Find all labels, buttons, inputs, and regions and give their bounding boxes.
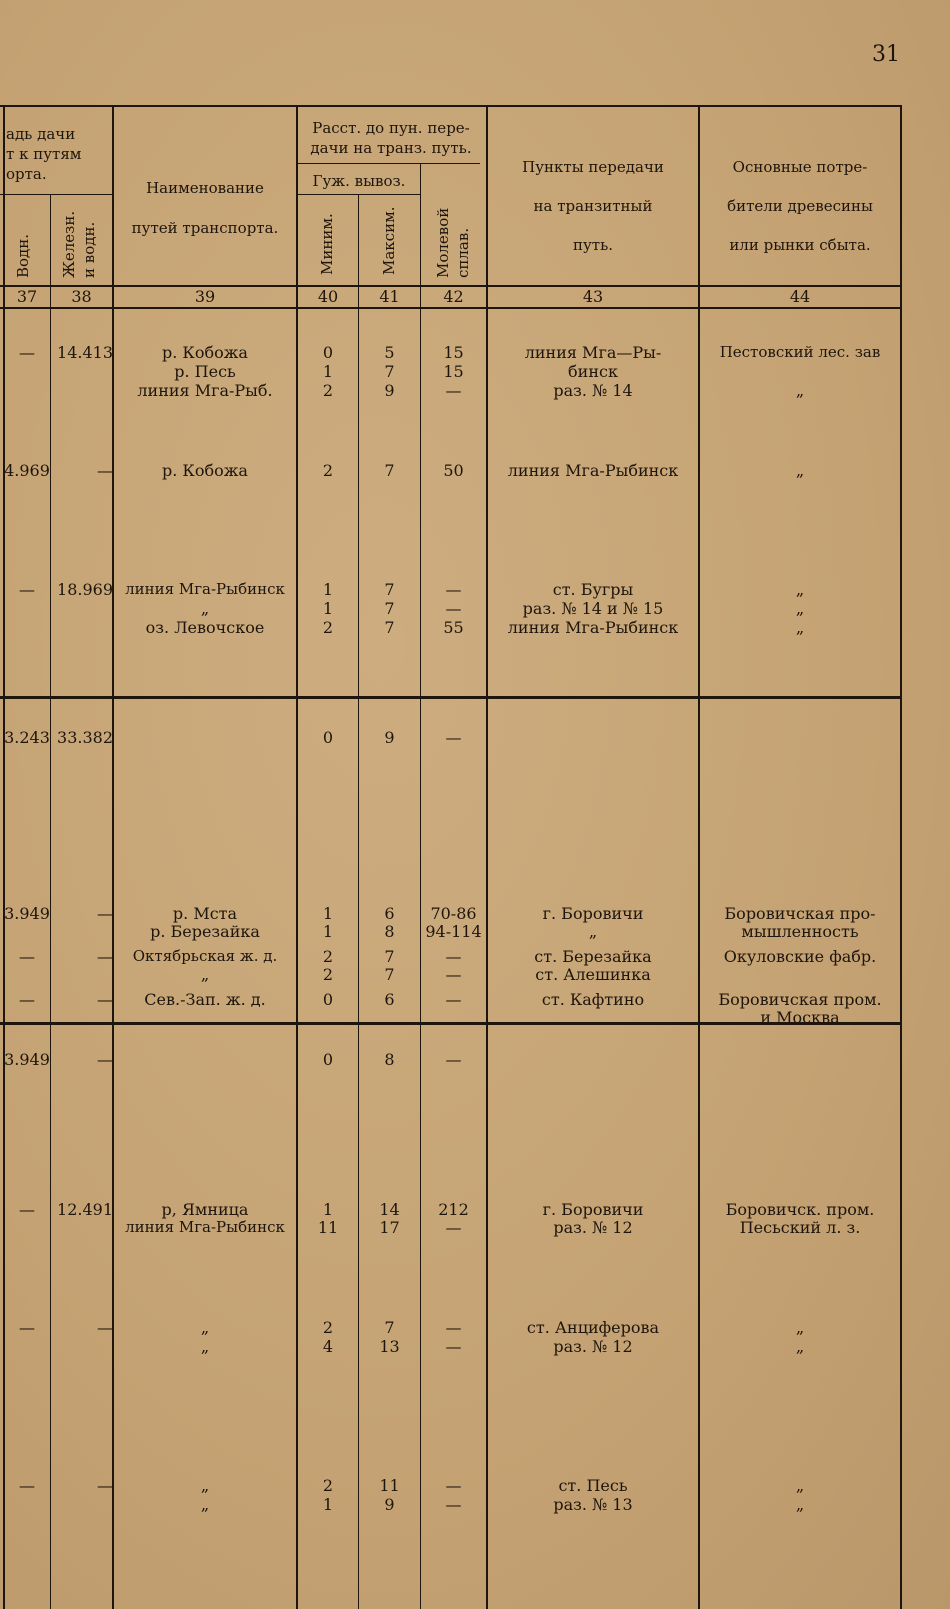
header-points-line: путь. bbox=[572, 236, 614, 254]
cell-min: 0 bbox=[322, 343, 334, 362]
cell-min: 1 bbox=[322, 922, 334, 941]
cell-splav: 15 bbox=[443, 343, 464, 362]
cell-zhel: 18.969 bbox=[57, 580, 113, 599]
header-dist-line: дачи на транз. путь. bbox=[310, 139, 472, 157]
header-consumers bbox=[700, 148, 900, 265]
cell-point: г. Боровичи bbox=[542, 904, 644, 923]
col-rule-8 bbox=[900, 105, 902, 1609]
cell-name: линия Мга-Рыбинск bbox=[125, 1218, 285, 1236]
cell-point: ст. Березайка bbox=[534, 947, 652, 966]
cell-point: раз. № 14 и № 15 bbox=[522, 599, 664, 618]
cell-min: 1 bbox=[322, 362, 334, 381]
cell-vodn: — bbox=[19, 947, 35, 966]
colnum-bottom-rule bbox=[0, 307, 902, 309]
header-sub-rule-left bbox=[0, 194, 112, 195]
cell-name: р. Песь bbox=[174, 362, 236, 381]
cell-max: 6 bbox=[384, 990, 395, 1009]
header-consumers-line: или рынки сбыта. bbox=[729, 236, 871, 254]
cell-name: р. Кобожа bbox=[162, 461, 248, 480]
cell-max: 7 bbox=[384, 1318, 395, 1337]
col-number: 39 bbox=[194, 287, 216, 306]
cell-splav: 15 bbox=[443, 362, 464, 381]
col-rule-6 bbox=[486, 105, 488, 1609]
col-rule-0 bbox=[3, 105, 5, 1609]
cell-cons: Боровичск. пром. bbox=[725, 1200, 875, 1219]
cell-splav: 50 bbox=[443, 461, 464, 480]
header-dist bbox=[298, 118, 484, 158]
cell-vodn: — bbox=[19, 343, 35, 362]
cell-min: 1 bbox=[322, 580, 334, 599]
cell-max: 9 bbox=[384, 1495, 395, 1514]
page-number: 31 bbox=[872, 42, 900, 67]
cell-cons: Песьский л. з. bbox=[739, 1218, 861, 1237]
cell-min: 4 bbox=[322, 1337, 334, 1356]
col-rule-1 bbox=[50, 194, 51, 1609]
cell-max: 7 bbox=[384, 599, 395, 618]
cell-name: р. Березайка bbox=[150, 922, 260, 941]
cell-zhel: — bbox=[97, 1476, 113, 1495]
cell-vodn: — bbox=[19, 1476, 35, 1495]
header-vodn: Водн. bbox=[14, 233, 32, 278]
cell-vodn: 3.949 bbox=[4, 904, 50, 923]
header-consumers-line: бители древесины bbox=[727, 197, 873, 215]
cell-name: линия Мга-Рыб. bbox=[137, 381, 273, 400]
cell-point: ст. Песь bbox=[558, 1476, 628, 1495]
cell-point: ст. Анциферова bbox=[526, 1318, 660, 1337]
col-rule-3 bbox=[296, 105, 298, 1609]
cell-vodn: — bbox=[19, 990, 35, 1009]
cell-min: 1 bbox=[322, 1200, 334, 1219]
cell-min: 1 bbox=[322, 904, 334, 923]
header-splav-1: Молевой bbox=[434, 207, 452, 278]
cell-point: раз. № 14 bbox=[553, 381, 633, 400]
cell-max: 14 bbox=[379, 1200, 400, 1219]
cell-cons: „ bbox=[795, 580, 805, 599]
cell-name: оз. Левочское bbox=[145, 618, 265, 637]
cell-min: 0 bbox=[322, 1050, 334, 1069]
cell-name: Сев.-Зап. ж. д. bbox=[144, 990, 266, 1009]
header-dist-line: Расст. до пун. пере- bbox=[312, 119, 470, 137]
cell-cons: и Москва bbox=[760, 1008, 840, 1027]
header-name-line: путей транспорта. bbox=[131, 219, 279, 237]
cell-name: линия Мга-Рыбинск bbox=[125, 580, 285, 598]
header-area-line: адь дачи bbox=[6, 125, 76, 143]
cell-splav: 94-114 bbox=[425, 922, 482, 941]
header-area bbox=[6, 124, 110, 184]
cell-name: Октябрьская ж. д. bbox=[132, 947, 278, 965]
cell-name: „ bbox=[200, 1318, 210, 1337]
col-number: 38 bbox=[71, 287, 92, 306]
cell-max: 7 bbox=[384, 362, 395, 381]
cell-min: 1 bbox=[322, 1495, 334, 1514]
cell-max: 13 bbox=[379, 1337, 400, 1356]
col-rule-2 bbox=[112, 105, 114, 1609]
cell-zhel: — bbox=[97, 904, 113, 923]
cell-name: „ bbox=[200, 965, 210, 984]
header-name-line: Наименование bbox=[146, 179, 264, 197]
cell-point: ст. Бугры bbox=[552, 580, 634, 599]
col-number: 40 bbox=[317, 287, 339, 306]
cell-min: 2 bbox=[322, 381, 334, 400]
cell-min: 2 bbox=[322, 965, 334, 984]
cell-point: бинск bbox=[568, 362, 618, 381]
header-points-line: Пункты передачи bbox=[522, 158, 664, 176]
cell-cons: „ bbox=[795, 1337, 805, 1356]
cell-max: 8 bbox=[384, 922, 395, 941]
header-points bbox=[488, 148, 698, 265]
cell-vodn: 4.969 bbox=[4, 461, 50, 480]
cell-zhel: — bbox=[97, 1318, 113, 1337]
header-area-line: орта. bbox=[6, 165, 47, 183]
cell-max: 9 bbox=[384, 381, 395, 400]
cell-min: 1 bbox=[322, 599, 334, 618]
cell-cons: Боровичская про- bbox=[724, 904, 876, 923]
cell-name: р, Ямница bbox=[161, 1200, 249, 1219]
cell-point: „ bbox=[588, 922, 598, 941]
cell-cons: Окуловские фабр. bbox=[723, 947, 877, 966]
cell-point: ст. Кафтино bbox=[541, 990, 645, 1009]
cell-point: линия Мга-Рыбинск bbox=[507, 461, 679, 480]
cell-max: 11 bbox=[379, 1476, 400, 1495]
header-consumers-line: Основные потре- bbox=[732, 158, 868, 176]
cell-splav: — bbox=[445, 990, 462, 1009]
cell-splav: 212 bbox=[438, 1200, 469, 1219]
header-splav-2: сплав. bbox=[454, 227, 472, 278]
cell-min: 0 bbox=[322, 728, 334, 747]
cell-splav: — bbox=[445, 580, 462, 599]
header-name bbox=[114, 168, 296, 248]
cell-cons: „ bbox=[795, 1495, 805, 1514]
cell-point: линия Мга—Ры- bbox=[524, 343, 662, 362]
header-guzh: Гуж. вывоз. bbox=[312, 172, 406, 190]
cell-splav: — bbox=[445, 1476, 462, 1495]
col-rule-7 bbox=[698, 105, 700, 1609]
cell-splav: 70-86 bbox=[430, 904, 477, 923]
cell-max: 7 bbox=[384, 947, 395, 966]
header-area-line: т к путям bbox=[6, 145, 82, 163]
header-zhel-2: и водн. bbox=[80, 221, 98, 278]
cell-vodn: 3.243 bbox=[4, 728, 50, 747]
cell-cons: „ bbox=[795, 1318, 805, 1337]
cell-min: 2 bbox=[322, 461, 334, 480]
cell-vodn: — bbox=[19, 580, 35, 599]
cell-point: раз. № 12 bbox=[553, 1337, 633, 1356]
cell-point: раз. № 12 bbox=[553, 1218, 633, 1237]
header-points-line: на транзитный bbox=[533, 197, 653, 215]
cell-zhel: — bbox=[97, 990, 113, 1009]
section-rule-1 bbox=[0, 696, 902, 699]
cell-zhel: 12.491 bbox=[57, 1200, 113, 1219]
cell-splav: — bbox=[445, 1218, 462, 1237]
cell-max: 5 bbox=[384, 343, 395, 362]
cell-min: 2 bbox=[322, 1318, 334, 1337]
cell-min: 2 bbox=[322, 1476, 334, 1495]
cell-cons: „ bbox=[795, 461, 805, 480]
cell-vodn: 3.949 bbox=[4, 1050, 50, 1069]
cell-min: 0 bbox=[322, 990, 334, 1009]
cell-vodn: — bbox=[19, 1200, 35, 1219]
col-number: 41 bbox=[379, 287, 400, 306]
col-rule-4 bbox=[358, 194, 359, 1609]
cell-splav: — bbox=[445, 599, 462, 618]
cell-min: 2 bbox=[322, 618, 334, 637]
cell-splav: — bbox=[445, 965, 462, 984]
cell-name: „ bbox=[200, 1337, 210, 1356]
cell-cons: „ bbox=[795, 618, 805, 637]
cell-splav: — bbox=[445, 1495, 462, 1514]
cell-point: раз. № 13 bbox=[553, 1495, 633, 1514]
cell-splav: 55 bbox=[443, 618, 464, 637]
cell-name: „ bbox=[200, 1495, 210, 1514]
col-number: 37 bbox=[16, 287, 38, 306]
cell-max: 6 bbox=[384, 904, 395, 923]
cell-zhel: — bbox=[97, 1050, 113, 1069]
cell-cons: „ bbox=[795, 381, 805, 400]
header-min: Миним. bbox=[318, 213, 336, 275]
cell-min: 2 bbox=[322, 947, 334, 966]
cell-zhel: — bbox=[97, 461, 113, 480]
header-sub-rule-dist bbox=[296, 163, 480, 164]
cell-max: 7 bbox=[384, 618, 395, 637]
header-max: Максим. bbox=[380, 206, 398, 275]
cell-zhel: — bbox=[97, 947, 113, 966]
cell-cons: мышленность bbox=[741, 922, 859, 941]
cell-point: ст. Алешинка bbox=[535, 965, 651, 984]
cell-splav: — bbox=[445, 728, 462, 747]
cell-point: г. Боровичи bbox=[542, 1200, 644, 1219]
cell-splav: — bbox=[445, 1337, 462, 1356]
cell-point: линия Мга-Рыбинск bbox=[507, 618, 679, 637]
cell-max: 8 bbox=[384, 1050, 395, 1069]
cell-min: 11 bbox=[317, 1218, 339, 1237]
header-zhel-1: Железн. bbox=[60, 210, 78, 278]
cell-name: р. Мста bbox=[172, 904, 238, 923]
cell-cons: „ bbox=[795, 599, 805, 618]
cell-vodn: — bbox=[19, 1318, 35, 1337]
col-number: 44 bbox=[789, 287, 811, 306]
cell-max: 9 bbox=[384, 728, 395, 747]
cell-cons: Пестовский лес. зав bbox=[719, 343, 881, 361]
cell-splav: — bbox=[445, 1318, 462, 1337]
cell-splav: — bbox=[445, 947, 462, 966]
col-number: 43 bbox=[582, 287, 604, 306]
table-top-rule bbox=[0, 105, 902, 107]
cell-cons: Боровичская пром. bbox=[718, 990, 882, 1009]
cell-cons: „ bbox=[795, 1476, 805, 1495]
cell-name: р. Кобожа bbox=[162, 343, 248, 362]
cell-splav: — bbox=[445, 381, 462, 400]
cell-name: „ bbox=[200, 1476, 210, 1495]
cell-splav: — bbox=[445, 1050, 462, 1069]
cell-max: 7 bbox=[384, 461, 395, 480]
cell-zhel: 33.382 bbox=[57, 728, 113, 747]
col-number: 42 bbox=[443, 287, 464, 306]
cell-max: 7 bbox=[384, 580, 395, 599]
cell-max: 17 bbox=[379, 1218, 400, 1237]
cell-zhel: 14.413 bbox=[57, 343, 113, 362]
cell-max: 7 bbox=[384, 965, 395, 984]
cell-name: „ bbox=[200, 599, 210, 618]
